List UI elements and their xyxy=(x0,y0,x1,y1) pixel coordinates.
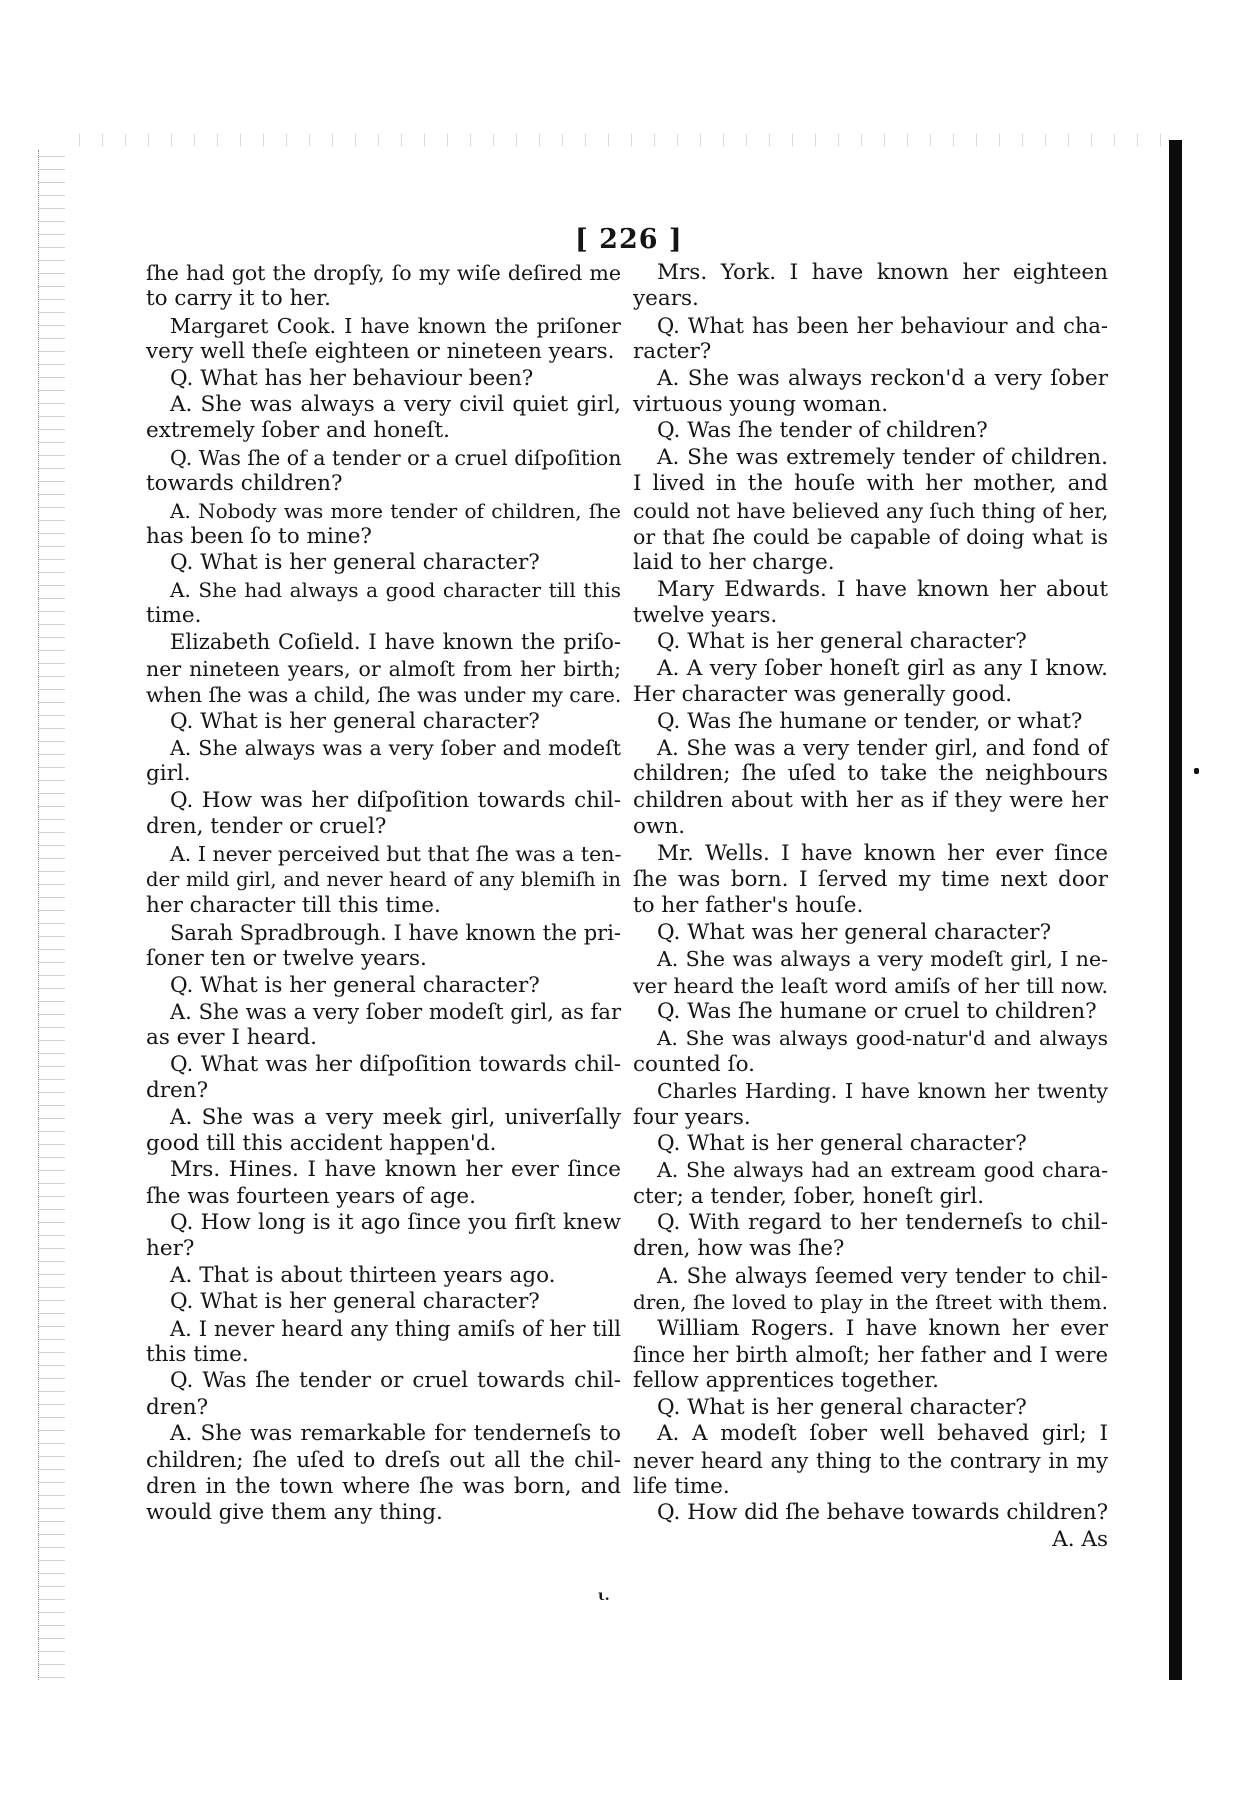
text-line: could not have believed any ſuch thing of her, xyxy=(633,498,1109,523)
text-line: Q. How was her diſpoſition towards chil- xyxy=(170,787,621,813)
text-line: girl. xyxy=(146,761,191,787)
text-line: would give them any thing. xyxy=(146,1500,443,1526)
text-line: four years. xyxy=(633,1104,751,1130)
text-line: ſince her birth almoſt; her father and I were xyxy=(633,1343,1108,1368)
text-line: Q. What is her general character? xyxy=(657,629,1027,655)
text-line: A. A modeſt ſober well behaved girl; I xyxy=(657,1421,1108,1447)
text-line: A. She was always a very civil quiet girl, xyxy=(170,391,621,417)
text-line: A. She was always a very modeſt girl, I ne- xyxy=(657,947,1108,972)
text-line: children; ſhe uſed to dreſs out all the chil- xyxy=(146,1447,621,1473)
text-line: A. I never heard any thing amiſs of her till xyxy=(170,1316,621,1341)
text-line: ner nineteen years, or almoſt from her birth; xyxy=(146,656,621,681)
text-line: Q. Was ſhe tender or cruel towards chil- xyxy=(170,1368,621,1394)
text-line: time. xyxy=(146,603,202,629)
text-line: dren, tender or cruel? xyxy=(146,814,387,840)
text-line: to her father's houſe. xyxy=(633,893,864,919)
text-line: to carry it to her. xyxy=(146,286,331,312)
text-line: cter; a tender, ſober, honeſt girl. xyxy=(633,1183,985,1209)
text-line: Her character was generally good. xyxy=(633,682,1013,708)
text-line: ver heard the leaſt word amiſs of her till now. xyxy=(633,973,1108,998)
text-line: Mary Edwards. I have known her about xyxy=(657,576,1108,602)
printer-mark: ι. xyxy=(598,1588,610,1604)
text-line: A. She had always a good character till this xyxy=(170,577,621,602)
text-line: children about with her as if they were her xyxy=(633,787,1108,813)
text-line: Q. What is her general character? xyxy=(170,972,540,998)
text-line: A. She was a very ſober modeſt girl, as far xyxy=(170,999,621,1024)
text-line: good till this accident happen'd. xyxy=(146,1130,497,1156)
text-line: fellow apprentices together. xyxy=(633,1368,939,1394)
text-line: Q. What was her diſpoſition towards chil- xyxy=(170,1051,621,1077)
text-line: her character till this time. xyxy=(146,893,441,919)
text-line: laid to her charge. xyxy=(633,550,835,576)
text-line: towards children? xyxy=(146,471,343,497)
text-line: dren, ſhe loved to play in the ſtreet with them. xyxy=(633,1290,1108,1315)
text-line: Q. Was ſhe tender of children? xyxy=(657,418,988,444)
text-line: A. She was always good-natur'd and always xyxy=(657,1026,1108,1051)
text-line: William Rogers. I have known her ever xyxy=(657,1315,1108,1341)
text-line: ſhe was fourteen years of age. xyxy=(146,1183,476,1209)
text-line: Q. What is her general character? xyxy=(657,1130,1027,1156)
text-line: ſhe was born. I ſerved my time next door xyxy=(633,866,1108,892)
text-line: A. She was always reckon'd a very ſober xyxy=(657,365,1108,391)
text-line: Q. What is her general character? xyxy=(170,708,540,734)
text-line: never heard any thing to the contrary in my xyxy=(633,1448,1108,1473)
text-line: this time. xyxy=(146,1342,249,1368)
text-line: A. She always was a very ſober and modeſt xyxy=(170,736,621,761)
text-line: Q. Was ſhe humane or cruel to children? xyxy=(657,998,1097,1024)
catchword: A. As xyxy=(1052,1526,1108,1552)
text-line: Charles Harding. I have known her twenty xyxy=(657,1079,1108,1104)
text-line: ſhe had got the dropſy, ſo my wiſe deſired me xyxy=(146,261,621,285)
text-line: Q. What has been her behaviour and cha- xyxy=(657,313,1108,338)
text-line: Elizabeth Coſield. I have known the priſo- xyxy=(170,630,621,655)
right-column xyxy=(633,260,1108,1553)
page-number: [ 226 ] xyxy=(575,224,683,255)
text-line: A. She always ſeemed very tender to chil- xyxy=(657,1263,1108,1288)
scan-noise-top xyxy=(70,134,1170,146)
text-line: A. She always had an extream good chara- xyxy=(657,1158,1108,1183)
text-line: counted ſo. xyxy=(633,1051,755,1077)
text-line: ſoner ten or twelve years. xyxy=(146,946,427,972)
text-line: A. She was a very meek girl, univerſally xyxy=(170,1104,621,1130)
text-line: twelve years. xyxy=(633,603,778,629)
text-line: Q. What is her general character? xyxy=(170,1289,540,1315)
text-line: racter? xyxy=(633,339,712,365)
text-line: dren in the town where ſhe was born, and xyxy=(146,1473,621,1499)
text-line: Mrs. Hines. I have known her ever ſince xyxy=(170,1157,621,1183)
text-line: Q. What was her general character? xyxy=(657,919,1052,945)
text-line: or that ſhe could be capable of doing what is xyxy=(633,524,1108,549)
text-line: A. She was extremely tender of children. xyxy=(657,444,1108,470)
text-line: has been ſo to mine? xyxy=(146,523,372,549)
text-line: Q. Was ſhe humane or tender, or what? xyxy=(657,708,1083,734)
text-line: Sarah Spradbrough. I have known the pri- xyxy=(170,920,621,945)
text-line: Mrs. York. I have known her eighteen xyxy=(657,260,1108,285)
text-line: Q. What is her general character? xyxy=(170,550,540,576)
left-column xyxy=(146,260,621,1527)
text-line: her? xyxy=(146,1236,195,1262)
text-line: Mr. Wells. I have known her ever ſince xyxy=(657,840,1108,866)
scan-speck xyxy=(1194,768,1199,774)
text-line: dren, how was ſhe? xyxy=(633,1236,845,1262)
text-line: Q. With regard to her tenderneſs to chil- xyxy=(657,1210,1108,1236)
text-line: life time. xyxy=(633,1473,730,1499)
text-line: when ſhe was a child, ſhe was under my care. xyxy=(146,683,622,708)
text-line: A. Nobody was more tender of children, ſhe xyxy=(170,498,621,523)
text-line: Q. What has her behaviour been? xyxy=(170,365,534,391)
text-line: own. xyxy=(633,814,686,840)
text-line: dren? xyxy=(146,1078,209,1104)
text-line: Q. How did ſhe behave towards children? xyxy=(657,1500,1109,1526)
text-line: dren? xyxy=(146,1394,209,1420)
text-line: A. She was remarkable for tenderneſs to xyxy=(170,1421,621,1447)
text-line: children; ſhe uſed to take the neighbours xyxy=(633,761,1108,787)
text-line: A. A very ſober honeſt girl as any I know. xyxy=(657,655,1108,681)
text-line: A. I never perceived but that ſhe was a ten- xyxy=(170,841,622,866)
text-line: virtuous young woman. xyxy=(633,391,889,417)
text-line: Q. Was ſhe of a tender or a cruel diſpoſition xyxy=(170,445,622,470)
text-line: I lived in the houſe with her mother, and xyxy=(633,471,1108,497)
text-line: years. xyxy=(633,286,699,312)
text-line: A. That is about thirteen years ago. xyxy=(170,1262,556,1288)
text-line: A. She was a very tender girl, and fond of xyxy=(657,736,1108,761)
text-line: very well theſe eighteen or nineteen years. xyxy=(146,339,615,365)
text-line: Q. How long is it ago ſince you firſt knew xyxy=(170,1210,621,1236)
text-line: extremely ſober and honeſt. xyxy=(146,418,451,444)
binding-edge xyxy=(38,150,65,1680)
text-line: Margaret Cook. I have known the priſoner xyxy=(170,313,621,338)
text-line: der mild girl, and never heard of any blemiſh in xyxy=(146,867,621,891)
text-line: Q. What is her general character? xyxy=(657,1394,1027,1420)
text-line: as ever I heard. xyxy=(146,1025,317,1051)
scan-border-right xyxy=(1169,140,1182,1680)
